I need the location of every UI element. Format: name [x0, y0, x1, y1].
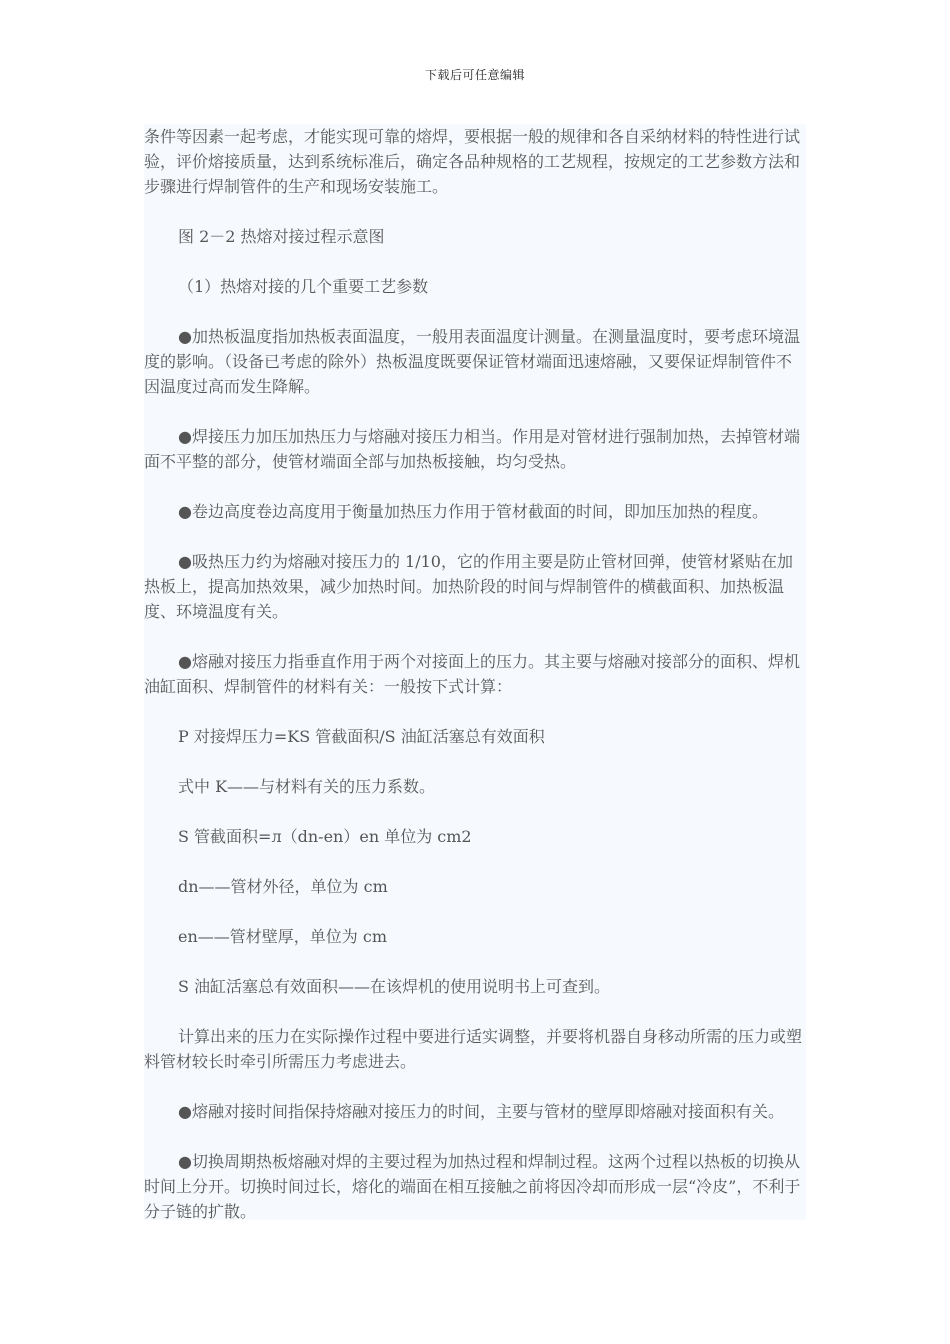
- paragraph-fusion-time: ●熔融对接时间指保持熔融对接压力的时间，主要与管材的壁厚即熔融对接面积有关。: [178, 1102, 784, 1121]
- paragraph-bead-height: ●卷边高度卷边高度用于衡量加热压力作用于管材截面的时间，即加压加热的程度。: [178, 502, 768, 521]
- page-header: 下载后可任意编辑: [424, 68, 525, 82]
- formula-line: P 对接焊压力=KS 管截面积/S 油缸活塞总有效面积: [178, 727, 545, 746]
- paragraph-intro: 条件等因素一起考虑，才能实现可靠的熔焊，要根据一般的规律和各自采纳材料的特性进行试验，评价熔接质量，达到系统标准后，确定各品种规格的工艺规程，按规定的工艺参数方法和步骤进行焊制管件的生产和现场安装施工。: [144, 127, 801, 196]
- formula-cylinder-area: S 油缸活塞总有效面积——在该焊机的使用说明书上可查到。: [178, 977, 611, 996]
- paragraph-welding-pressure: ●焊接压力加压加热压力与熔融对接压力相当。作用是对管材进行强制加热，去掉管材端面不平整的部分，使管材端面全部与加热板接触，均匀受热。: [144, 427, 800, 471]
- section-heading: （1）热熔对接的几个重要工艺参数: [178, 277, 429, 296]
- formula-en-definition: en——管材壁厚，单位为 cm: [178, 927, 387, 946]
- paragraph-heat-soak-pressure: ●吸热压力约为熔融对接压力的 1/10，它的作用主要是防止管材回弹，使管材紧贴在加热板上，提高加热效果，减少加热时间。加热阶段的时间与焊制管件的横截面积、加热板温度、环境温度有关。: [144, 552, 793, 621]
- formula-k-definition: 式中 K——与材料有关的压力系数。: [178, 777, 436, 796]
- document-body: [144, 124, 806, 1220]
- paragraph-pressure-adjustment: 计算出来的压力在实际操作过程中要进行适实调整，并要将机器自身移动所需的压力或塑料管材较长时牵引所需压力考虑进去。: [144, 1027, 803, 1071]
- paragraph-changeover-period: ●切换周期热板熔融对焊的主要过程为加热过程和焊制过程。这两个过程以热板的切换从时间上分开。切换时间过长，熔化的端面在相互接触之前将因冷却而形成一层“冷皮”，不利于分子链的扩散。: [144, 1152, 801, 1221]
- paragraph-heating-plate-temperature: ●加热板温度指加热板表面温度，一般用表面温度计测量。在测量温度时，要考虑环境温度的影响。（设备已考虑的除外）热板温度既要保证管材端面迅速熔融，又要保证焊制管件不因温度过高而发生降解。: [144, 327, 800, 396]
- paragraph-fusion-pressure: ●熔融对接压力指垂直作用于两个对接面上的压力。其主要与熔融对接部分的面积、焊机油缸面积、焊制管件的材料有关：一般按下式计算：: [144, 652, 800, 696]
- formula-dn-definition: dn——管材外径，单位为 cm: [178, 877, 388, 896]
- formula-s-definition: S 管截面积=л（dn-en）en 单位为 cm2: [178, 827, 472, 846]
- figure-caption: 图 2－2 热熔对接过程示意图: [178, 227, 385, 246]
